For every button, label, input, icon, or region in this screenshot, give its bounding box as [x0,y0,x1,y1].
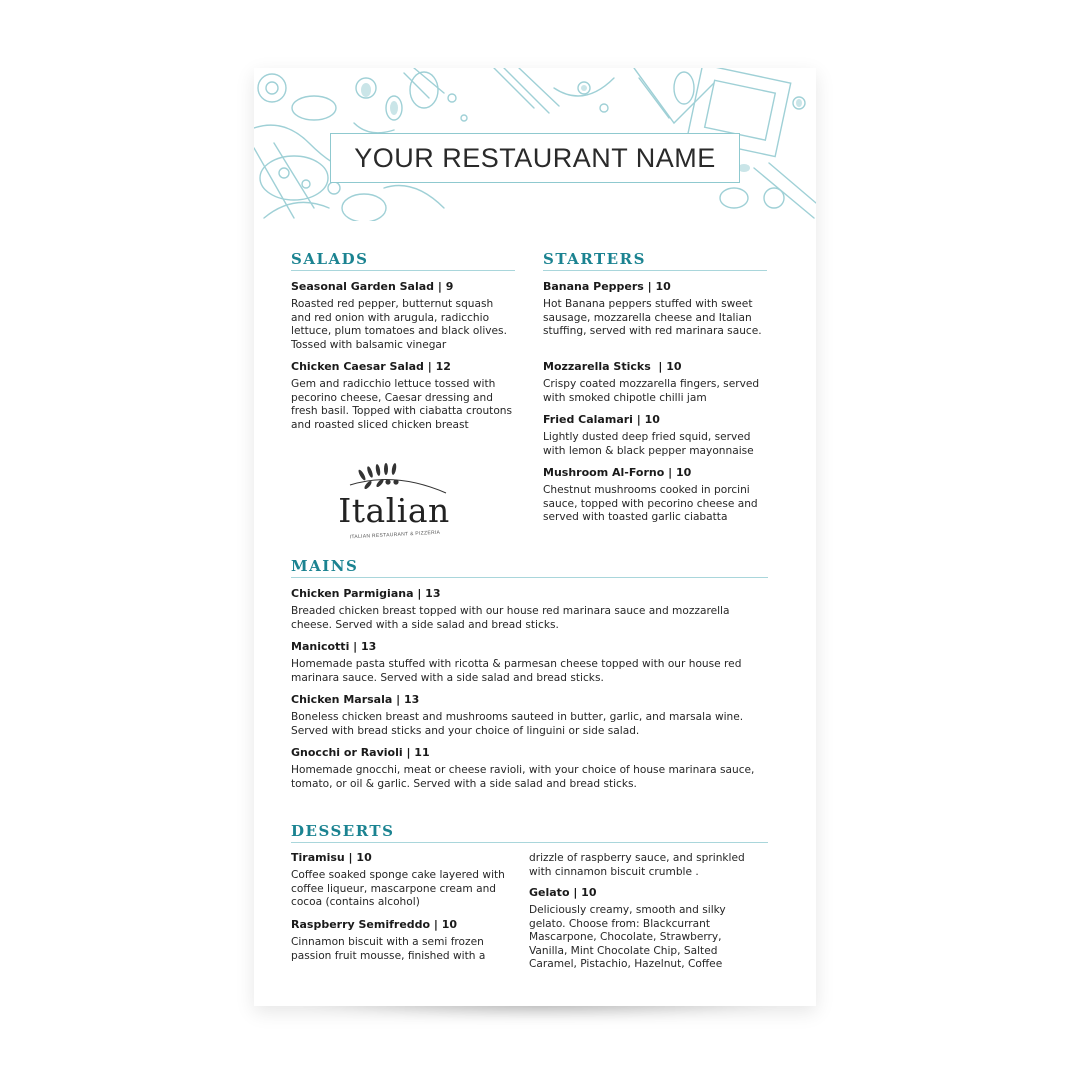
item-name: Gnocchi or Ravioli | 11 [291,746,430,759]
menu-item [291,918,515,963]
item-name: Chicken Caesar Salad | 12 [291,360,451,373]
item-description: Lightly dusted deep fried squid, served with lemon & black pepper mayonnaise [543,431,754,457]
item-description: Homemade gnocchi, meat or cheese ravioli, with your choice of house marinara sauce, tomato, or oil & garlic. Served with a side salad and bread sticks. [291,764,755,790]
menu-item-continued [529,852,765,879]
item-name: Mozzarella Sticks | 10 [543,360,682,373]
logo-wordmark: Italian [338,491,450,530]
menu-item [291,851,515,910]
item-name: Chicken Parmigiana | 13 [291,587,441,600]
item-name: Raspberry Semifreddo | 10 [291,918,458,931]
item-name: Manicotti | 13 [291,640,377,653]
item-name: Gelato | 10 [529,886,597,899]
item-description: Homemade pasta stuffed with ricotta & parmesan cheese topped with our house red marinara sauce. Served with a side salad and bread sticks. [291,658,742,684]
menu-item [291,693,773,738]
restaurant-name: YOUR RESTAURANT NAME [354,142,716,173]
item-description: Deliciously creamy, smooth and silky gelato. Choose from: Blackcurrant Mascarpone, Chocolate, Strawberry, Vanilla, Mint Chocolate Chip, Salted Caramel, Pistachio, Hazelnut, Coffee [529,904,726,970]
item-description: Hot Banana peppers stuffed with sweet sausage, mozzarella cheese and Italian stuffing, served with red marinara sauce. [543,298,762,337]
item-name: Chicken Marsala | 13 [291,693,420,706]
item-description: Coffee soaked sponge cake layered with coffee liqueur, mascarpone cream and cocoa (contains alcohol) [291,869,505,908]
item-description: Gem and radicchio lettuce tossed with pecorino cheese, Caesar dressing and fresh basil. Topped with ciabatta croutons and roasted sliced chicken breast [291,378,513,431]
item-description: drizzle of raspberry sauce, and sprinkled with cinnamon biscuit crumble . [529,852,745,878]
item-description: Crispy coated mozzarella fingers, served with smoked chipotle chilli jam [543,378,760,404]
menu-item [291,280,513,352]
menu-item [291,587,773,632]
item-description: Chestnut mushrooms cooked in porcini sauce, topped with pecorino cheese and served with toasted garlic ciabatta [543,484,758,523]
restaurant-name-box [330,133,740,183]
italian-logo [334,463,454,543]
menu-item [543,413,771,458]
header-banner [254,68,816,221]
item-name: Tiramisu | 10 [291,851,372,864]
item-name: Fried Calamari | 10 [543,413,660,426]
menu-item [543,280,771,339]
logo-tagline: ITALIAN RESTAURANT & PIZZERIA [349,529,441,541]
item-name: Seasonal Garden Salad | 9 [291,280,454,293]
menu-item [291,360,513,432]
desserts-heading: DESSERTS [291,822,768,843]
item-description: Boneless chicken breast and mushrooms sauteed in butter, garlic, and marsala wine. Served with bread sticks and your choice of linguini or side salad. [291,711,744,737]
menu-item [543,360,771,405]
menu-page [254,68,816,1006]
salads-heading: SALADS [291,250,515,271]
menu-item [543,466,771,525]
mains-heading: MAINS [291,557,768,578]
menu-item [529,886,749,972]
starters-heading: STARTERS [543,250,767,271]
menu-item [291,640,773,685]
item-name: Banana Peppers | 10 [543,280,671,293]
item-description: Roasted red pepper, butternut squash and red onion with arugula, radicchio lettuce, plum tomatoes and black olives. Tossed with balsamic vinegar [291,298,507,351]
menu-item [291,746,773,791]
item-description: Breaded chicken breast topped with our house red marinara sauce and mozzarella cheese. Served with a side salad and bread sticks. [291,605,730,631]
item-description: Cinnamon biscuit with a semi frozen passion fruit mousse, finished with a [291,936,486,962]
item-name: Mushroom Al-Forno | 10 [543,466,692,479]
